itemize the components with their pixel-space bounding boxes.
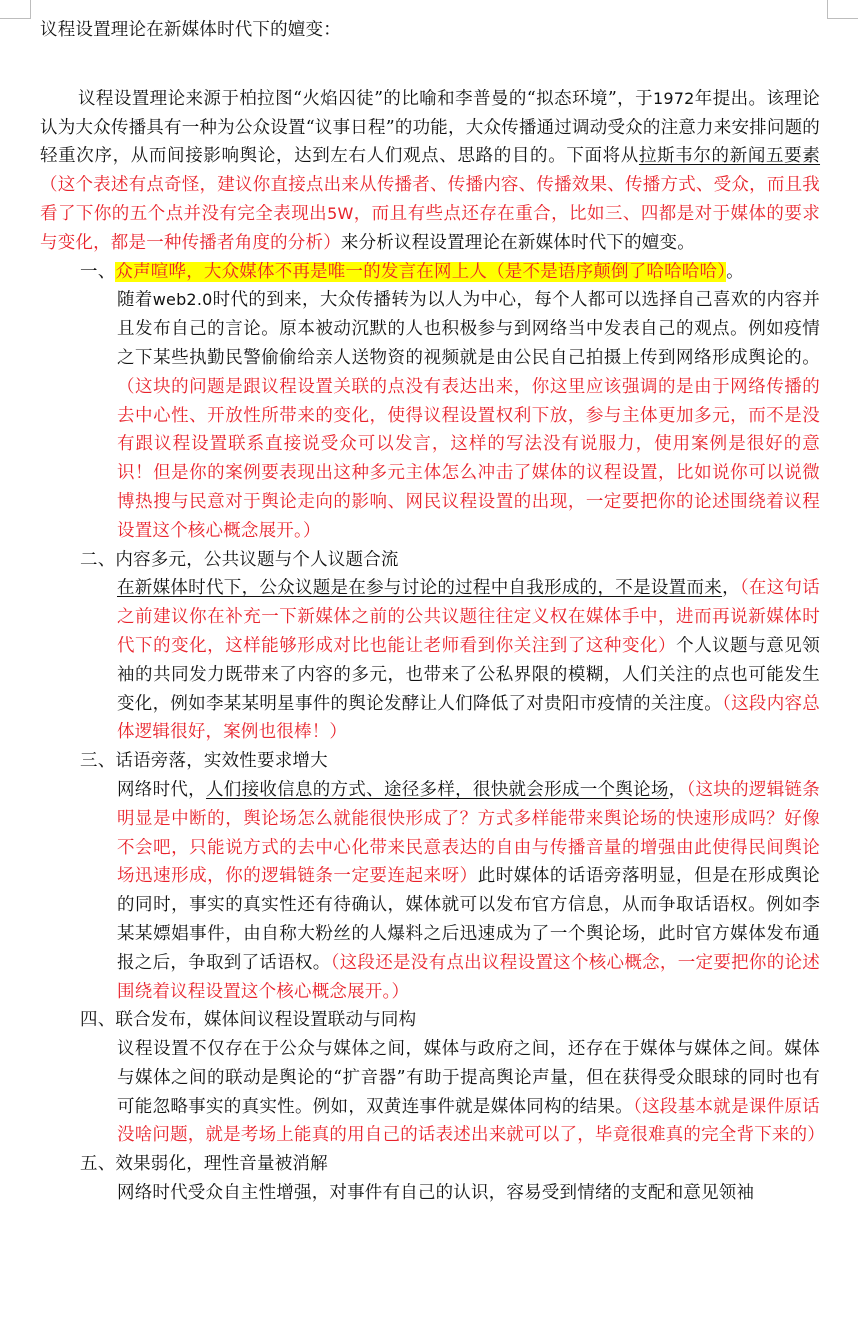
section4-heading: 四、联合发布，媒体间议程设置联动与同构 bbox=[80, 1010, 417, 1031]
intro-comment: （这个表述有点奇怪，建议你直接点出来从传播者、传播内容、传播效果、传播方式、受众，而且我看了下你的五个点并没有完全表现出 bbox=[40, 175, 820, 224]
section5-text: 网络时代受众自主性增强，对事件有自己的认识，容易受到情绪的支配和意见领袖 bbox=[117, 1183, 755, 1204]
section5-body bbox=[40, 1179, 820, 1208]
section2-comment: （在这句话之前建议你在补充一下新媒体之前的公共议题往往定义权在媒体手中，进而再说新媒体时代下的变化，这样能够形成对比也能让老师看到你关注到了这种变化） bbox=[117, 578, 820, 656]
document-title: 议程设置理论在新媒体时代下的嬗变： bbox=[40, 20, 341, 40]
section3-comment: （这块的逻辑链条明显是中断的，舆论场怎么就能很快形成了？方式多样能带来舆论场的快速形成吗？好像不会吧，只能说方式的去中心化带来民意表达的自由与传播音量的增强由此使得民间舆论场迅速形成，你的逻辑链条一定要连起来呀） bbox=[117, 779, 820, 887]
section1-text-2: 时代的到来，大众传播转为以人为中心，每个人都可以选择自己喜欢的内容并且发布自己的言论。原本被动沉默的人也积极参与到网络当中发表自己的观点。例如疫情之下某些执勤民警偷偷给亲人送物资的视频就是由公民自己拍摄上传到网络形成舆论的。 bbox=[117, 290, 820, 368]
section3-underlined-text: 人们接收信息的方式、途径多样，很快就会形成一个舆论场 bbox=[205, 779, 669, 800]
section4-body bbox=[40, 1035, 825, 1150]
intro-text-2: 年提出。该理论认为大众传播具有一种为公众设置“议事日程”的功能，大众传播通过调动受众的注意力来安排问题的轻重次序，从而间接影响舆论，达到左右人们观点、思路的目的。下面将从 bbox=[40, 88, 820, 167]
section5-heading: 五、效果弱化，理性音量被消解 bbox=[80, 1154, 328, 1175]
section1-heading-highlighted: 众声喧哗，大众媒体不再是唯一的发言在网上人（是不是语序颠倒了哈哈哈哈） bbox=[115, 261, 727, 282]
section2-comment-2: （这段内容总体逻辑很好，案例也很棒！） bbox=[117, 693, 820, 743]
intro-comment-2: ，而且有些点还存在重合，比如三、四都是对于媒体的要求与变化，都是一种传播者角度的分析） bbox=[40, 203, 821, 253]
section2-body bbox=[40, 574, 820, 747]
section2-comma: ， bbox=[722, 578, 740, 599]
section4-comment: （这段基本就是课件原话没啥问题，就是考场上能真的用自己的话表述出来就可以了，毕竟很难真的完全背下来的） bbox=[117, 1096, 825, 1146]
section4-text: 议程设置不仅存在于公众与媒体之间，媒体与政府之间，还存在于媒体与媒体之间。媒体与媒体之间的联动是舆论的“扩音器”有助于提高舆论声量，但在获得受众眼球的同时也有可能忽略事实的真实性。例如，双黄连事件就是媒体同构的结果。 bbox=[117, 1039, 820, 1117]
intro-comment-5w: 5W bbox=[327, 203, 354, 223]
section3-body bbox=[40, 776, 820, 1006]
section1-heading-number: 一、 bbox=[80, 261, 116, 282]
intro-year: 1972 bbox=[653, 88, 695, 108]
section1-body bbox=[40, 286, 820, 545]
section2-underlined-text: 在新媒体时代下，公众议题是在参与讨论的过程中自我形成的，不是设置而来 bbox=[117, 578, 723, 599]
intro-underlined-text: 拉斯韦尔的新闻五要素 bbox=[638, 146, 821, 167]
page-corner-mark-left bbox=[0, 0, 31, 19]
intro-text-1: 议程设置理论来源于柏拉图“火焰囚徒”的比喻和李普曼的“拟态环境”，于 bbox=[78, 88, 654, 109]
section1-text-1: 随着 bbox=[117, 290, 153, 311]
section3-text-2: 此时媒体的话语旁落明显，但是在形成舆论的同时，事实的真实性还有待确认，媒体就可以发布官方信息，从而争取话语权。例如李某某嫖娼事件，由自称大粉丝的人爆料之后迅速成为了一个舆论场，此时官方媒体发布通报之后，争取到了话语权。 bbox=[117, 866, 820, 973]
section3-text-1: 网络时代， bbox=[117, 779, 206, 800]
section3-comment-2: （这段还是没有点出议程设置这个核心概念，一定要把你的论述围绕着议程设置这个核心概念展开。） bbox=[117, 952, 820, 1002]
page-corner-mark-right bbox=[827, 0, 858, 19]
section1-heading bbox=[40, 258, 820, 287]
section2-text: 个人议题与意见领袖的共同发力既带来了内容的多元，也带来了公私界限的模糊，人们关注的点也可能发生变化，例如李某某明星事件的舆论发酵让人们降低了对贵阳市疫情的关注度。 bbox=[117, 635, 820, 714]
section3-heading: 三、话语旁落，实效性要求增大 bbox=[80, 751, 328, 772]
intro-text-3: 来分析议程设置理论在新媒体时代下的嬗变。 bbox=[340, 232, 695, 253]
intro-paragraph bbox=[40, 85, 820, 258]
section2-heading: 二、内容多元，公共议题与个人议题合流 bbox=[80, 549, 399, 570]
section3-comma: ， bbox=[668, 779, 687, 800]
section1-web: web2.0 bbox=[152, 290, 213, 310]
section1-heading-end: 。 bbox=[726, 261, 744, 282]
section1-comment: （这块的问题是跟议程设置关联的点没有表达出来，你这里应该强调的是由于网络传播的去中心性、开放性所带来的变化，使得议程设置权利下放，参与主体更加多元，而不是没有跟议程设置联系直接说受众可以发言，这样的写法没有说服力，使用案例是很好的意识！但是你的案例要表现出这种多元主体怎么冲击了媒体的议程设置，比如说你可以说微博热搜与民意对于舆论走向的影响、网民议程设置的出现，一定要把你的论述围绕着议程设置这个核心概念展开。） bbox=[117, 376, 820, 541]
document-page bbox=[40, 16, 825, 1208]
